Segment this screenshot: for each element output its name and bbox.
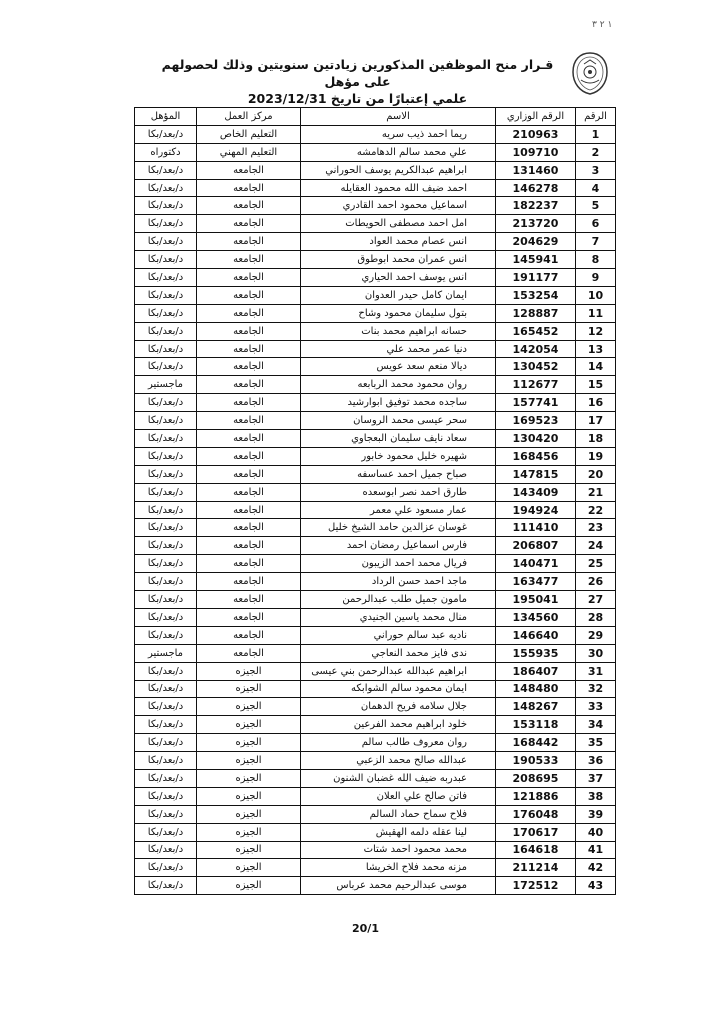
cell-center: الجامعه: [197, 412, 301, 430]
cell-qualification: د/بعد/بكا: [135, 340, 197, 358]
cell-national-id: 213720: [496, 215, 576, 233]
cell-num: 26: [576, 573, 616, 591]
table-row: [135, 716, 616, 734]
cell-qualification: د/بعد/بكا: [135, 877, 197, 895]
table-row: [135, 161, 616, 179]
table-row: [135, 573, 616, 591]
cell-qualification: دكتوراه: [135, 143, 197, 161]
cell-name: احمد ضيف الله محمود العقايله: [301, 179, 496, 197]
cell-national-id: 204629: [496, 233, 576, 251]
table-row: [135, 752, 616, 770]
cell-center: الجامعه: [197, 573, 301, 591]
cell-num: 36: [576, 752, 616, 770]
cell-name: لينا عقله دلمه الهقيش: [301, 823, 496, 841]
col-header-national-id: الرقم الوزاري: [496, 108, 576, 126]
cell-name: خلود ابراهيم محمد الفرعين: [301, 716, 496, 734]
cell-name: ابراهيم عبدالله عبدالرحمن بني عيسى: [301, 662, 496, 680]
table-row: [135, 555, 616, 573]
table-row: [135, 465, 616, 483]
cell-center: الجامعه: [197, 322, 301, 340]
table-row: [135, 286, 616, 304]
cell-center: الجيزه: [197, 662, 301, 680]
cell-center: الجيزه: [197, 752, 301, 770]
cell-num: 38: [576, 787, 616, 805]
table-row: [135, 841, 616, 859]
table-row: [135, 877, 616, 895]
table-row: [135, 608, 616, 626]
table-row: [135, 179, 616, 197]
table-row: [135, 394, 616, 412]
table-row: [135, 447, 616, 465]
cell-national-id: 155935: [496, 644, 576, 662]
cell-name: ايمان كامل حيدر العدوان: [301, 286, 496, 304]
cell-name: ماجد احمد حسن الرداد: [301, 573, 496, 591]
cell-national-id: 206807: [496, 537, 576, 555]
cell-name: ريما احمد ذيب سريه: [301, 125, 496, 143]
cell-qualification: د/بعد/بكا: [135, 179, 197, 197]
table-row: [135, 483, 616, 501]
cell-name: فلاح سماح حماد السالم: [301, 805, 496, 823]
cell-name: ديالا منعم سعد عويس: [301, 358, 496, 376]
cell-qualification: د/بعد/بكا: [135, 662, 197, 680]
cell-national-id: 163477: [496, 573, 576, 591]
table-row: [135, 519, 616, 537]
cell-qualification: د/بعد/بكا: [135, 197, 197, 215]
cell-national-id: 190533: [496, 752, 576, 770]
cell-national-id: 134560: [496, 608, 576, 626]
cell-center: الجامعه: [197, 251, 301, 269]
cell-qualification: ماجستير: [135, 376, 197, 394]
cell-name: طارق احمد نصر ابوسعده: [301, 483, 496, 501]
cell-name: اسماعيل محمود احمد القادري: [301, 197, 496, 215]
cell-center: الجيزه: [197, 805, 301, 823]
cell-national-id: 194924: [496, 501, 576, 519]
cell-center: الجامعه: [197, 269, 301, 287]
cell-qualification: د/بعد/بكا: [135, 841, 197, 859]
cell-national-id: 153118: [496, 716, 576, 734]
cell-num: 29: [576, 626, 616, 644]
cell-num: 30: [576, 644, 616, 662]
cell-name: انس عصام محمد العواد: [301, 233, 496, 251]
cell-name: محمد محمود احمد شتات: [301, 841, 496, 859]
cell-national-id: 182237: [496, 197, 576, 215]
table-row: [135, 591, 616, 609]
cell-qualification: د/بعد/بكا: [135, 322, 197, 340]
cell-qualification: د/بعد/بكا: [135, 251, 197, 269]
cell-national-id: 130420: [496, 430, 576, 448]
table-row: [135, 376, 616, 394]
cell-national-id: 210963: [496, 125, 576, 143]
cell-num: 22: [576, 501, 616, 519]
cell-qualification: د/بعد/بكا: [135, 555, 197, 573]
table-row: [135, 125, 616, 143]
document-title: [150, 56, 565, 107]
table-row: [135, 269, 616, 287]
cell-national-id: 165452: [496, 322, 576, 340]
table-row: [135, 197, 616, 215]
title-line-1: قـرار منح الموظفين المذكورين زيادتين سنويتين وذلك لحصولهم على مؤهل: [161, 57, 554, 89]
cell-national-id: 145941: [496, 251, 576, 269]
table-row: [135, 412, 616, 430]
cell-qualification: د/بعد/بكا: [135, 483, 197, 501]
cell-num: 11: [576, 304, 616, 322]
cell-national-id: 168456: [496, 447, 576, 465]
cell-center: الجامعه: [197, 304, 301, 322]
table-row: [135, 734, 616, 752]
cell-national-id: 128887: [496, 304, 576, 322]
cell-qualification: د/بعد/بكا: [135, 805, 197, 823]
cell-qualification: د/بعد/بكا: [135, 233, 197, 251]
cell-name: عبدالله صالح محمد الزعبي: [301, 752, 496, 770]
cell-center: الجامعه: [197, 644, 301, 662]
cell-center: الجامعه: [197, 358, 301, 376]
cell-center: الجامعه: [197, 465, 301, 483]
cell-national-id: 157741: [496, 394, 576, 412]
cell-center: الجيزه: [197, 716, 301, 734]
cell-qualification: د/بعد/بكا: [135, 269, 197, 287]
cell-center: الجامعه: [197, 626, 301, 644]
cell-qualification: د/بعد/بكا: [135, 716, 197, 734]
cell-national-id: 146640: [496, 626, 576, 644]
cell-center: الجامعه: [197, 376, 301, 394]
cell-name: روان معروف طالب سالم: [301, 734, 496, 752]
cell-name: سحر عيسى محمد الروسان: [301, 412, 496, 430]
cell-num: 20: [576, 465, 616, 483]
cell-name: علي محمد سالم الدهامشه: [301, 143, 496, 161]
cell-num: 23: [576, 519, 616, 537]
title-line-2: علمي إعتبارًا من تاريخ 2023/12/31: [247, 91, 468, 106]
table-row: [135, 251, 616, 269]
cell-qualification: د/بعد/بكا: [135, 591, 197, 609]
cell-name: انس عمران محمد ابوطوق: [301, 251, 496, 269]
table-row: [135, 859, 616, 877]
cell-national-id: 148267: [496, 698, 576, 716]
cell-num: 18: [576, 430, 616, 448]
cell-num: 33: [576, 698, 616, 716]
table-row: [135, 787, 616, 805]
cell-name: حسانه ابراهيم محمد بنات: [301, 322, 496, 340]
table-header-row: [135, 108, 616, 126]
cell-qualification: د/بعد/بكا: [135, 823, 197, 841]
cell-qualification: د/بعد/بكا: [135, 769, 197, 787]
cell-qualification: د/بعد/بكا: [135, 680, 197, 698]
cell-num: 28: [576, 608, 616, 626]
table-row: [135, 644, 616, 662]
cell-center: الجامعه: [197, 233, 301, 251]
cell-national-id: 195041: [496, 591, 576, 609]
cell-num: 34: [576, 716, 616, 734]
cell-national-id: 208695: [496, 769, 576, 787]
table-row: [135, 304, 616, 322]
cell-num: 12: [576, 322, 616, 340]
cell-num: 39: [576, 805, 616, 823]
cell-num: 2: [576, 143, 616, 161]
cell-name: فارس اسماعيل رمضان احمد: [301, 537, 496, 555]
cell-num: 25: [576, 555, 616, 573]
cell-qualification: د/بعد/بكا: [135, 447, 197, 465]
cell-name: امل احمد مصطفى الحويطات: [301, 215, 496, 233]
cell-center: الجيزه: [197, 769, 301, 787]
cell-center: الجامعه: [197, 340, 301, 358]
cell-qualification: د/بعد/بكا: [135, 430, 197, 448]
cell-center: الجامعه: [197, 591, 301, 609]
cell-name: سعاد نايف سليمان البعجاوي: [301, 430, 496, 448]
cell-num: 37: [576, 769, 616, 787]
cell-qualification: د/بعد/بكا: [135, 734, 197, 752]
cell-national-id: 176048: [496, 805, 576, 823]
cell-name: عبدربه ضيف الله غضبان الشنون: [301, 769, 496, 787]
cell-national-id: 111410: [496, 519, 576, 537]
cell-center: الجامعه: [197, 394, 301, 412]
col-header-center: مركز العمل: [197, 108, 301, 126]
cell-qualification: د/بعد/بكا: [135, 125, 197, 143]
cell-national-id: 121886: [496, 787, 576, 805]
cell-num: 17: [576, 412, 616, 430]
cell-qualification: د/بعد/بكا: [135, 304, 197, 322]
table-row: [135, 501, 616, 519]
cell-center: الجامعه: [197, 161, 301, 179]
cell-name: جلال سلامه فريح الدهمان: [301, 698, 496, 716]
cell-national-id: 148480: [496, 680, 576, 698]
cell-name: مزنه محمد فلاح الخريشا: [301, 859, 496, 877]
cell-national-id: 140471: [496, 555, 576, 573]
cell-national-id: 186407: [496, 662, 576, 680]
cell-center: الجامعه: [197, 483, 301, 501]
cell-num: 7: [576, 233, 616, 251]
cell-center: الجيزه: [197, 877, 301, 895]
cell-qualification: د/بعد/بكا: [135, 358, 197, 376]
cell-qualification: د/بعد/بكا: [135, 215, 197, 233]
cell-national-id: 153254: [496, 286, 576, 304]
col-header-name: الاسم: [301, 108, 496, 126]
cell-name: ساجده محمد توفيق ابوارشيد: [301, 394, 496, 412]
cell-qualification: د/بعد/بكا: [135, 787, 197, 805]
cell-name: دنيا عمر محمد علي: [301, 340, 496, 358]
cell-num: 27: [576, 591, 616, 609]
cell-num: 31: [576, 662, 616, 680]
cell-center: الجيزه: [197, 734, 301, 752]
table-row: [135, 805, 616, 823]
cell-num: 13: [576, 340, 616, 358]
table-row: [135, 537, 616, 555]
table-row: [135, 662, 616, 680]
cell-qualification: د/بعد/بكا: [135, 573, 197, 591]
table-row: [135, 626, 616, 644]
cell-national-id: 142054: [496, 340, 576, 358]
cell-num: 5: [576, 197, 616, 215]
cell-center: التعليم الخاص: [197, 125, 301, 143]
cell-num: 3: [576, 161, 616, 179]
cell-name: انس يوسف احمد الحياري: [301, 269, 496, 287]
cell-qualification: د/بعد/بكا: [135, 698, 197, 716]
cell-num: 24: [576, 537, 616, 555]
cell-national-id: 169523: [496, 412, 576, 430]
cell-name: غوسان عزالدين حامد الشيخ خليل: [301, 519, 496, 537]
cell-qualification: د/بعد/بكا: [135, 465, 197, 483]
cell-num: 41: [576, 841, 616, 859]
cell-name: ندى فايز محمد النعاجي: [301, 644, 496, 662]
cell-center: الجامعه: [197, 286, 301, 304]
cell-qualification: د/بعد/بكا: [135, 859, 197, 877]
cell-center: الجامعه: [197, 537, 301, 555]
cell-national-id: 164618: [496, 841, 576, 859]
cell-name: ناديه عبد سالم حوراني: [301, 626, 496, 644]
table-row: [135, 430, 616, 448]
table-row: [135, 698, 616, 716]
cell-qualification: د/بعد/بكا: [135, 537, 197, 555]
cell-center: الجيزه: [197, 841, 301, 859]
cell-center: الجامعه: [197, 215, 301, 233]
cell-national-id: 168442: [496, 734, 576, 752]
cell-name: موسى عبدالرحيم محمد عرباس: [301, 877, 496, 895]
cell-num: 6: [576, 215, 616, 233]
cell-name: روان محمود محمد الربابعه: [301, 376, 496, 394]
cell-national-id: 211214: [496, 859, 576, 877]
cell-num: 9: [576, 269, 616, 287]
cell-num: 19: [576, 447, 616, 465]
cell-num: 14: [576, 358, 616, 376]
col-header-num: الرقم: [576, 108, 616, 126]
cell-name: مامون جميل طلب عبدالرحمن: [301, 591, 496, 609]
cell-name: عمار مسعود علي معمر: [301, 501, 496, 519]
cell-name: صباح جميل احمد عساسفه: [301, 465, 496, 483]
employees-table: [134, 107, 616, 895]
cell-name: فاتن صالح علي العلان: [301, 787, 496, 805]
table-row: [135, 322, 616, 340]
table-row: [135, 769, 616, 787]
cell-num: 10: [576, 286, 616, 304]
table-row: [135, 215, 616, 233]
cell-center: الجامعه: [197, 179, 301, 197]
cell-num: 4: [576, 179, 616, 197]
cell-center: الجامعه: [197, 519, 301, 537]
cell-national-id: 143409: [496, 483, 576, 501]
cell-qualification: د/بعد/بكا: [135, 519, 197, 537]
cell-name: فريال محمد احمد الزيبون: [301, 555, 496, 573]
cell-num: 21: [576, 483, 616, 501]
table-row: [135, 340, 616, 358]
cell-qualification: د/بعد/بكا: [135, 161, 197, 179]
col-header-qualification: المؤهل: [135, 108, 197, 126]
cell-national-id: 170617: [496, 823, 576, 841]
cell-num: 32: [576, 680, 616, 698]
cell-national-id: 147815: [496, 465, 576, 483]
cell-center: الجيزه: [197, 823, 301, 841]
cell-national-id: 131460: [496, 161, 576, 179]
cell-num: 1: [576, 125, 616, 143]
cell-center: الجامعه: [197, 501, 301, 519]
cell-num: 15: [576, 376, 616, 394]
cell-qualification: د/بعد/بكا: [135, 394, 197, 412]
cell-center: الجيزه: [197, 859, 301, 877]
cell-national-id: 109710: [496, 143, 576, 161]
cell-qualification: د/بعد/بكا: [135, 286, 197, 304]
cell-qualification: د/بعد/بكا: [135, 752, 197, 770]
cell-center: الجيزه: [197, 680, 301, 698]
cell-name: شهيره خليل محمود خابور: [301, 447, 496, 465]
cell-name: بتول سليمان محمود وشاح: [301, 304, 496, 322]
cell-num: 16: [576, 394, 616, 412]
cell-num: 35: [576, 734, 616, 752]
cell-num: 43: [576, 877, 616, 895]
table-row: [135, 680, 616, 698]
government-seal-icon: [569, 50, 611, 96]
table-row: [135, 233, 616, 251]
cell-national-id: 172512: [496, 877, 576, 895]
cell-num: 8: [576, 251, 616, 269]
cell-name: ابراهيم عبدالكريم يوسف الحوراني: [301, 161, 496, 179]
cell-qualification: ماجستير: [135, 644, 197, 662]
page-number: 20/1: [352, 922, 379, 935]
cell-qualification: د/بعد/بكا: [135, 626, 197, 644]
table-row: [135, 143, 616, 161]
cell-center: الجامعه: [197, 447, 301, 465]
cell-national-id: 146278: [496, 179, 576, 197]
table-row: [135, 823, 616, 841]
cell-qualification: د/بعد/بكا: [135, 412, 197, 430]
cell-center: الجيزه: [197, 787, 301, 805]
cell-num: 40: [576, 823, 616, 841]
cell-name: منال محمد ياسين الجنيدي: [301, 608, 496, 626]
cell-national-id: 191177: [496, 269, 576, 287]
cell-qualification: د/بعد/بكا: [135, 608, 197, 626]
cell-center: الجيزه: [197, 698, 301, 716]
cell-center: الجامعه: [197, 608, 301, 626]
table-row: [135, 358, 616, 376]
cell-center: التعليم المهني: [197, 143, 301, 161]
cell-qualification: د/بعد/بكا: [135, 501, 197, 519]
cell-name: ايمان محمود سالم الشوابكه: [301, 680, 496, 698]
cell-center: الجامعه: [197, 197, 301, 215]
cell-national-id: 112677: [496, 376, 576, 394]
cell-national-id: 130452: [496, 358, 576, 376]
cell-center: الجامعه: [197, 430, 301, 448]
table-body: [135, 125, 616, 894]
cell-center: الجامعه: [197, 555, 301, 573]
corner-marks: ١ ٢ ٣: [592, 20, 613, 30]
cell-num: 42: [576, 859, 616, 877]
